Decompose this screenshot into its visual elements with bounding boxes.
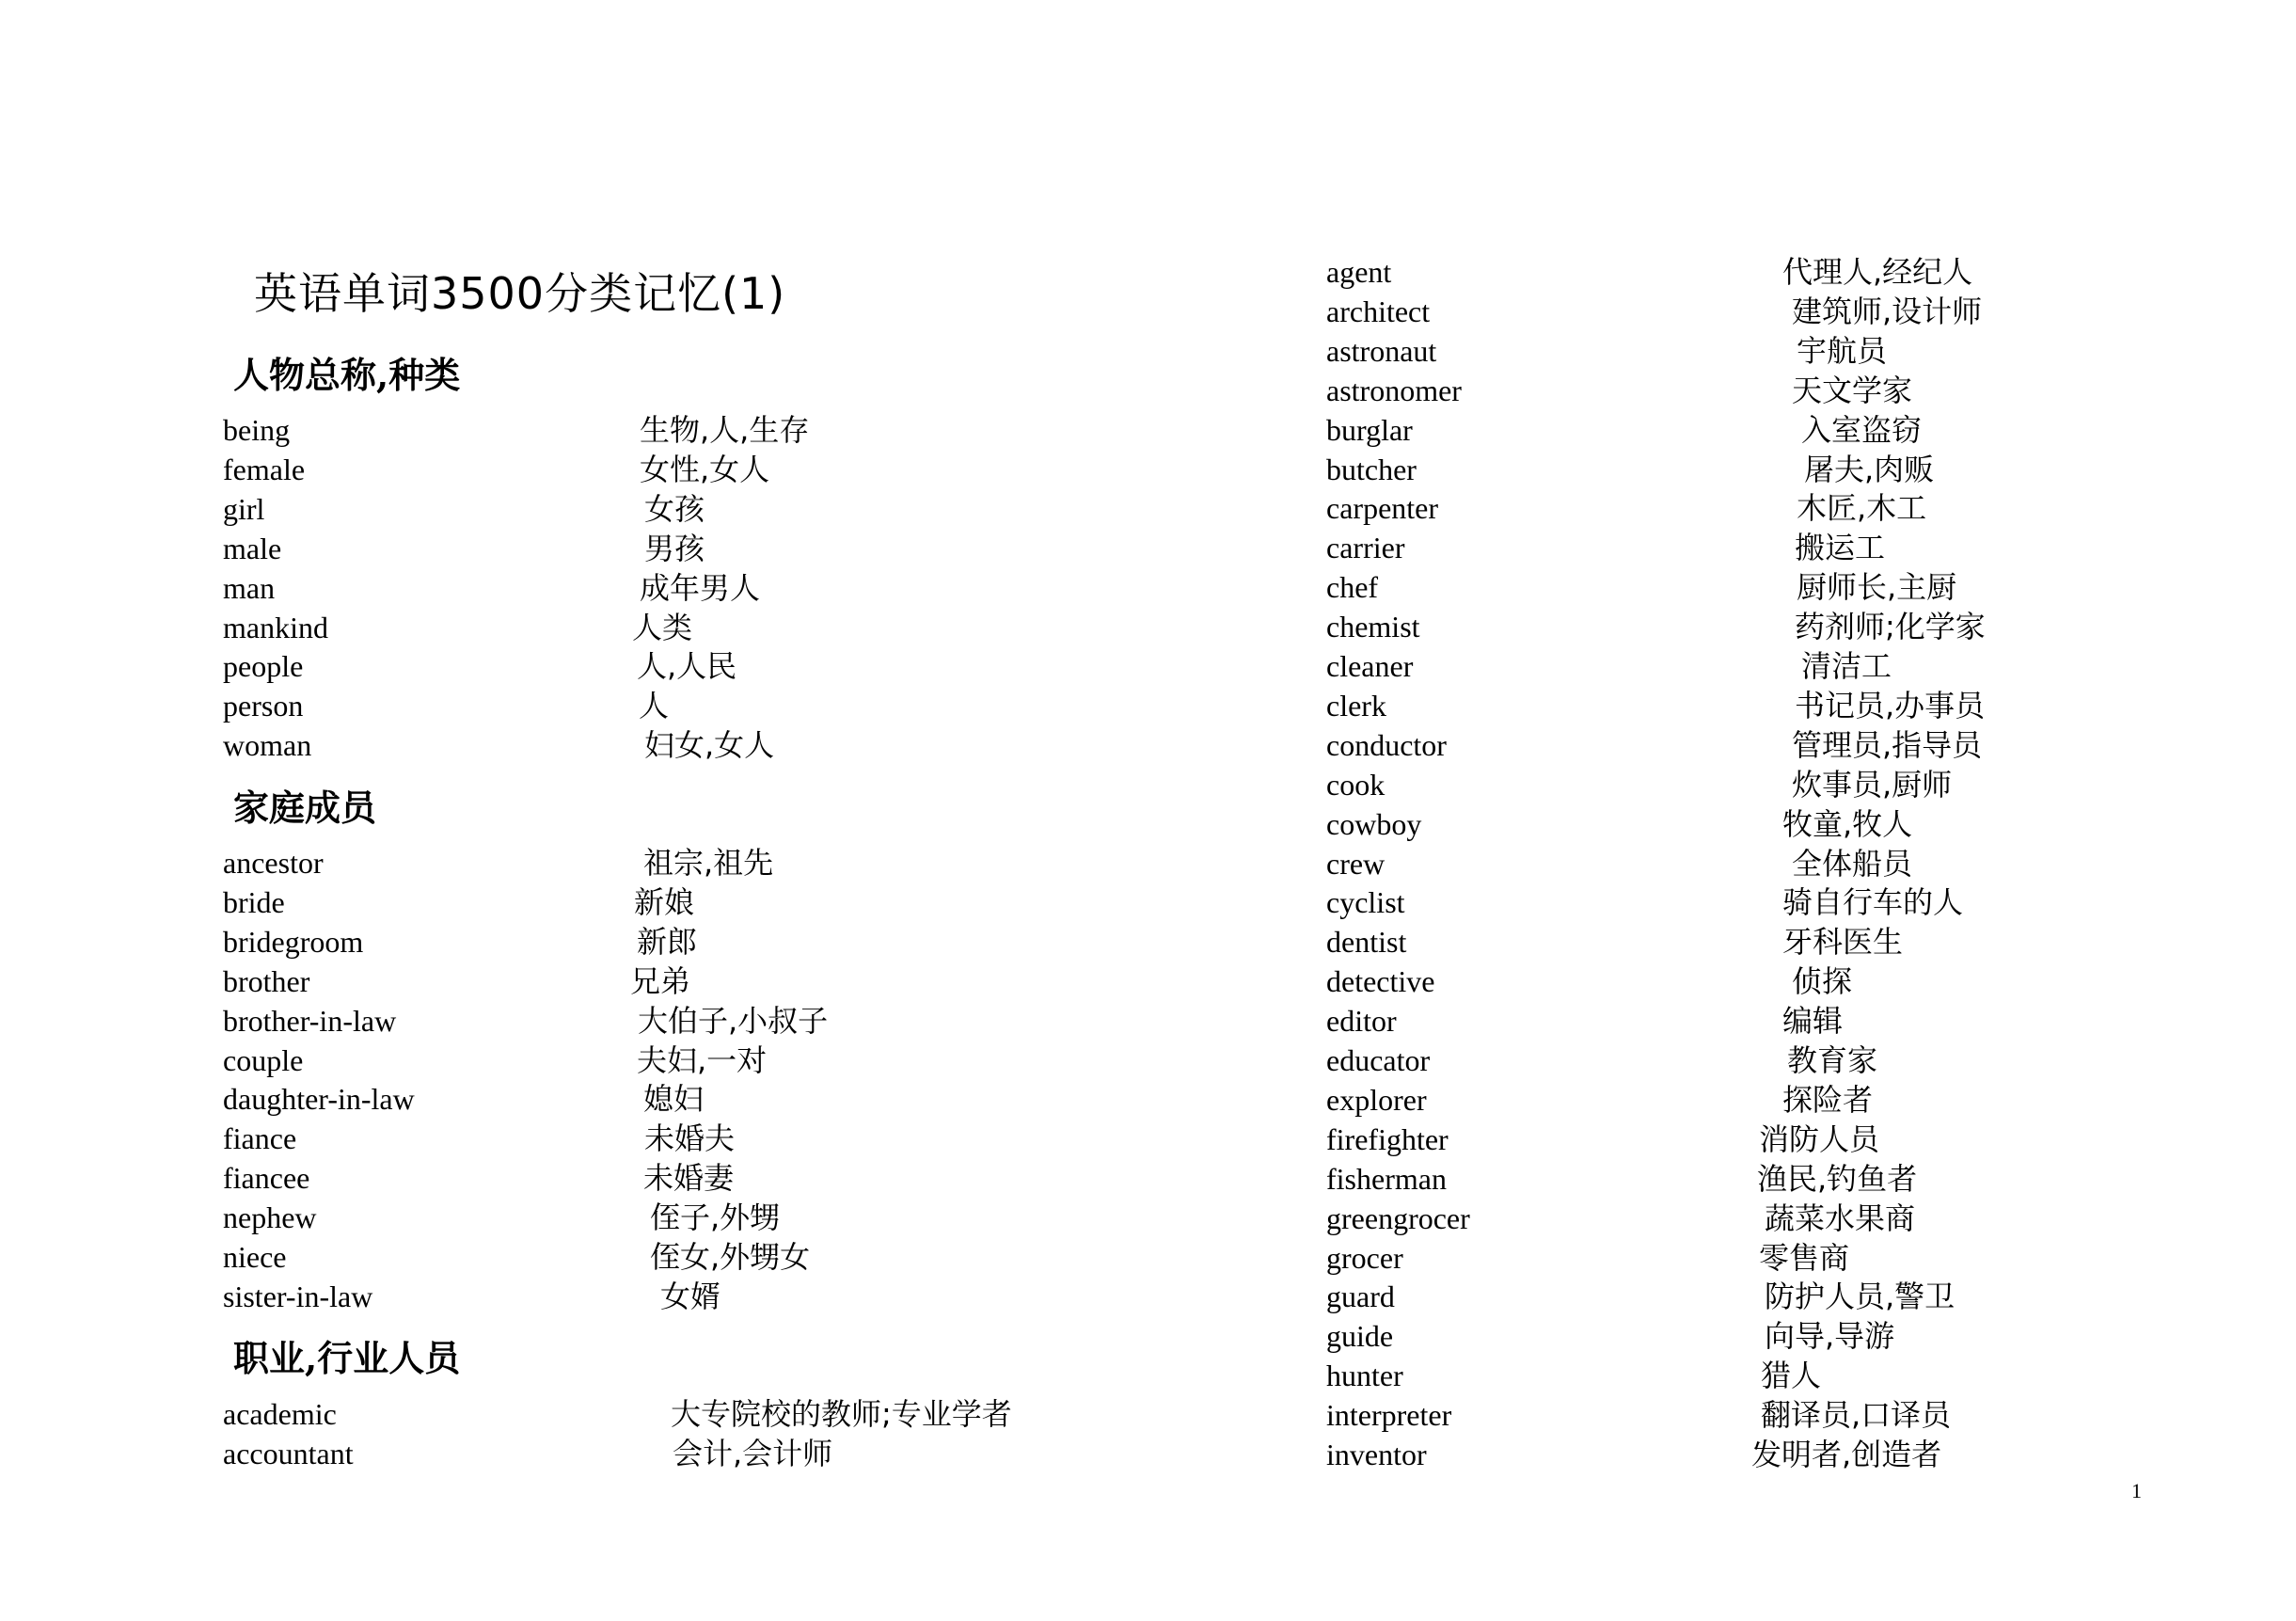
- chinese-meaning: 女孩: [644, 490, 705, 527]
- word-row: [1326, 528, 2267, 567]
- word-row: [223, 686, 1069, 725]
- chinese-meaning: 祖宗,祖先: [643, 845, 774, 881]
- chinese-meaning: 全体船员: [1792, 845, 1913, 882]
- english-word: sister-in-law: [223, 1279, 373, 1313]
- english-word: burglar: [1326, 412, 1413, 447]
- chinese-meaning: 管理员,指导员: [1792, 726, 1983, 763]
- word-row: [1326, 1238, 2267, 1278]
- word-row: [1326, 252, 2267, 292]
- chinese-meaning: 未婚妻: [643, 1160, 735, 1197]
- word-row: [1326, 607, 2267, 646]
- word-row: [223, 1158, 1069, 1198]
- chinese-meaning: 编辑: [1782, 1003, 1844, 1040]
- chinese-meaning: 蔬菜水果商: [1765, 1200, 1916, 1236]
- english-word: inventor: [1326, 1438, 1427, 1471]
- word-row: [223, 568, 1069, 608]
- chinese-meaning: 猎人: [1761, 1358, 1822, 1394]
- word-row: [1326, 1277, 2267, 1316]
- word-row: [1326, 1080, 2267, 1120]
- english-word: couple: [223, 1042, 304, 1077]
- english-word: clerk: [1326, 688, 1386, 723]
- chinese-meaning: 教育家: [1787, 1042, 1878, 1078]
- word-row: [223, 608, 1069, 647]
- word-row: [1326, 1435, 2267, 1474]
- english-word: fiance: [223, 1121, 297, 1156]
- word-row: [223, 1237, 1069, 1277]
- chinese-meaning: 大伯子,小叔子: [638, 1002, 829, 1039]
- english-word: ancestor: [223, 846, 324, 880]
- english-word: crew: [1326, 846, 1386, 881]
- english-word: firefighter: [1326, 1121, 1449, 1156]
- english-word: conductor: [1326, 727, 1447, 762]
- word-row: [223, 529, 1069, 568]
- english-word: astronomer: [1326, 373, 1462, 407]
- word-row: [1326, 1316, 2267, 1356]
- word-row: [1326, 371, 2267, 410]
- english-word: carpenter: [1326, 491, 1439, 526]
- chinese-meaning: 书记员,办事员: [1795, 687, 1986, 723]
- word-row: [1326, 292, 2267, 331]
- chinese-meaning: 牙科医生: [1782, 924, 1904, 961]
- chinese-meaning: 媳妇: [643, 1081, 705, 1118]
- chinese-meaning: 侄子,外甥: [650, 1200, 781, 1236]
- english-word: architect: [1326, 294, 1431, 328]
- word-row: [1326, 725, 2267, 765]
- chinese-meaning: 搬运工: [1795, 530, 1886, 566]
- english-word: brother: [223, 963, 310, 998]
- chinese-meaning: 入室盗窃: [1801, 411, 1923, 448]
- word-row: [1326, 961, 2267, 1001]
- chinese-meaning: 会计,会计师: [673, 1435, 833, 1471]
- word-row: [223, 646, 1069, 686]
- word-row: [1326, 646, 2267, 686]
- chinese-meaning: 女性,女人: [640, 451, 770, 487]
- section-heading-family: 家庭成员: [233, 787, 377, 829]
- chinese-meaning: 木匠,木工: [1797, 490, 1927, 527]
- english-word: woman: [223, 728, 312, 763]
- english-word: grocer: [1326, 1240, 1403, 1275]
- word-row: [223, 725, 1069, 765]
- word-row: [223, 1277, 1069, 1316]
- chinese-meaning: 药剂师;化学家: [1795, 609, 1986, 645]
- word-row: [223, 410, 1069, 450]
- word-row: [1326, 488, 2267, 528]
- word-row: [223, 922, 1069, 961]
- english-word: cowboy: [1326, 806, 1422, 841]
- word-row: [223, 1198, 1069, 1237]
- english-word: being: [223, 413, 291, 447]
- word-row: [1326, 882, 2267, 922]
- english-word: butcher: [1326, 452, 1417, 486]
- word-row: [1326, 686, 2267, 725]
- chinese-meaning: 未婚夫: [644, 1120, 736, 1157]
- word-row: [1326, 1001, 2267, 1041]
- word-row: [1326, 765, 2267, 804]
- english-word: explorer: [1326, 1082, 1427, 1117]
- word-row: [1326, 804, 2267, 844]
- chinese-meaning: 生物,人,生存: [640, 412, 810, 448]
- english-word: agent: [1326, 255, 1392, 289]
- english-word: editor: [1326, 1004, 1397, 1039]
- chinese-meaning: 人: [639, 688, 670, 724]
- chinese-meaning: 侄女,外甥女: [650, 1239, 811, 1275]
- word-row: [223, 961, 1069, 1001]
- english-word: astronaut: [1326, 333, 1437, 368]
- word-row: [223, 1119, 1069, 1158]
- chinese-meaning: 向导,导游: [1765, 1318, 1895, 1355]
- english-word: people: [223, 649, 304, 684]
- english-word: bride: [223, 884, 285, 919]
- english-word: person: [223, 689, 304, 723]
- chinese-meaning: 男孩: [644, 530, 705, 566]
- chinese-meaning: 消防人员: [1759, 1120, 1880, 1157]
- english-word: fisherman: [1326, 1161, 1447, 1196]
- english-word: mankind: [223, 610, 328, 644]
- chinese-meaning: 炊事员,厨师: [1792, 766, 1953, 803]
- english-word: educator: [1326, 1043, 1431, 1077]
- chinese-meaning: 渔民,钓鱼者: [1757, 1160, 1918, 1197]
- english-word: bridegroom: [223, 924, 364, 959]
- chinese-meaning: 大专院校的教师;专业学者: [671, 1396, 1012, 1432]
- chinese-meaning: 厨师长,主厨: [1797, 569, 1957, 606]
- chinese-meaning: 零售商: [1759, 1239, 1850, 1276]
- document-title: 英语单词3500分类记忆(1): [254, 268, 786, 319]
- english-word: accountant: [223, 1436, 354, 1470]
- english-word: female: [223, 452, 306, 486]
- english-word: dentist: [1326, 925, 1407, 960]
- chinese-meaning: 牧童,牧人: [1782, 805, 1913, 842]
- word-row: [1326, 1041, 2267, 1080]
- english-word: interpreter: [1326, 1398, 1452, 1433]
- chinese-meaning: 兄弟: [630, 962, 691, 999]
- chinese-meaning: 侦探: [1792, 963, 1853, 1000]
- word-row: [1326, 450, 2267, 489]
- chinese-meaning: 天文学家: [1792, 372, 1913, 408]
- word-row: [223, 1079, 1069, 1119]
- english-word: carrier: [1326, 531, 1405, 565]
- chinese-meaning: 宇航员: [1797, 332, 1888, 369]
- english-word: chemist: [1326, 610, 1420, 644]
- english-word: chef: [1326, 570, 1379, 605]
- word-row: [1326, 410, 2267, 450]
- chinese-meaning: 女婿: [660, 1278, 721, 1314]
- chinese-meaning: 代理人,经纪人: [1782, 254, 1973, 290]
- word-row: [1326, 1356, 2267, 1395]
- chinese-meaning: 人,人民: [637, 648, 737, 685]
- english-word: nephew: [223, 1200, 317, 1235]
- chinese-meaning: 探险者: [1782, 1081, 1874, 1118]
- english-word: hunter: [1326, 1359, 1403, 1393]
- word-row: [1326, 844, 2267, 883]
- word-row: [1326, 1199, 2267, 1238]
- chinese-meaning: 成年男人: [640, 569, 761, 606]
- page-number: 1: [2131, 1479, 2142, 1502]
- word-row: [223, 489, 1069, 529]
- english-word: guard: [1326, 1279, 1395, 1314]
- english-word: daughter-in-law: [223, 1082, 415, 1117]
- word-row: [223, 1001, 1069, 1041]
- word-row: [1326, 331, 2267, 371]
- english-word: detective: [1326, 964, 1435, 999]
- word-row: [223, 1041, 1069, 1080]
- english-word: niece: [223, 1240, 287, 1274]
- section-heading-people: 人物总称,种类: [233, 354, 461, 396]
- chinese-meaning: 防护人员,警卫: [1765, 1279, 1956, 1315]
- word-row: [1326, 567, 2267, 607]
- english-word: girl: [223, 491, 265, 526]
- english-word: cyclist: [1326, 885, 1405, 920]
- word-row: [1326, 922, 2267, 961]
- english-word: man: [223, 570, 276, 605]
- english-word: guide: [1326, 1319, 1394, 1354]
- english-word: cook: [1326, 767, 1386, 802]
- chinese-meaning: 新娘: [634, 883, 695, 920]
- chinese-meaning: 妇女,女人: [644, 727, 775, 764]
- word-row: [223, 450, 1069, 489]
- chinese-meaning: 发明者,创造者: [1751, 1437, 1942, 1472]
- word-row: [1326, 1395, 2267, 1435]
- chinese-meaning: 骑自行车的人: [1782, 884, 1964, 921]
- section-heading-occupations: 职业,行业人员: [233, 1337, 461, 1379]
- english-word: male: [223, 531, 282, 565]
- english-word: academic: [223, 1397, 337, 1431]
- chinese-meaning: 人类: [632, 609, 693, 645]
- word-row: [223, 882, 1069, 922]
- chinese-meaning: 夫妇,一对: [637, 1041, 768, 1078]
- english-word: brother-in-law: [223, 1003, 397, 1038]
- word-row: [223, 1394, 1069, 1434]
- chinese-meaning: 翻译员,口译员: [1761, 1397, 1952, 1434]
- word-row: [223, 1434, 1069, 1473]
- word-row: [223, 843, 1069, 882]
- word-row: [1326, 1159, 2267, 1199]
- chinese-meaning: 建筑师,设计师: [1792, 293, 1983, 329]
- chinese-meaning: 新郎: [637, 923, 698, 960]
- english-word: fiancee: [223, 1161, 310, 1196]
- chinese-meaning: 清洁工: [1801, 648, 1892, 684]
- english-word: greengrocer: [1326, 1200, 1470, 1235]
- english-word: cleaner: [1326, 649, 1414, 683]
- chinese-meaning: 屠夫,肉贩: [1804, 451, 1935, 487]
- word-row: [1326, 1120, 2267, 1159]
